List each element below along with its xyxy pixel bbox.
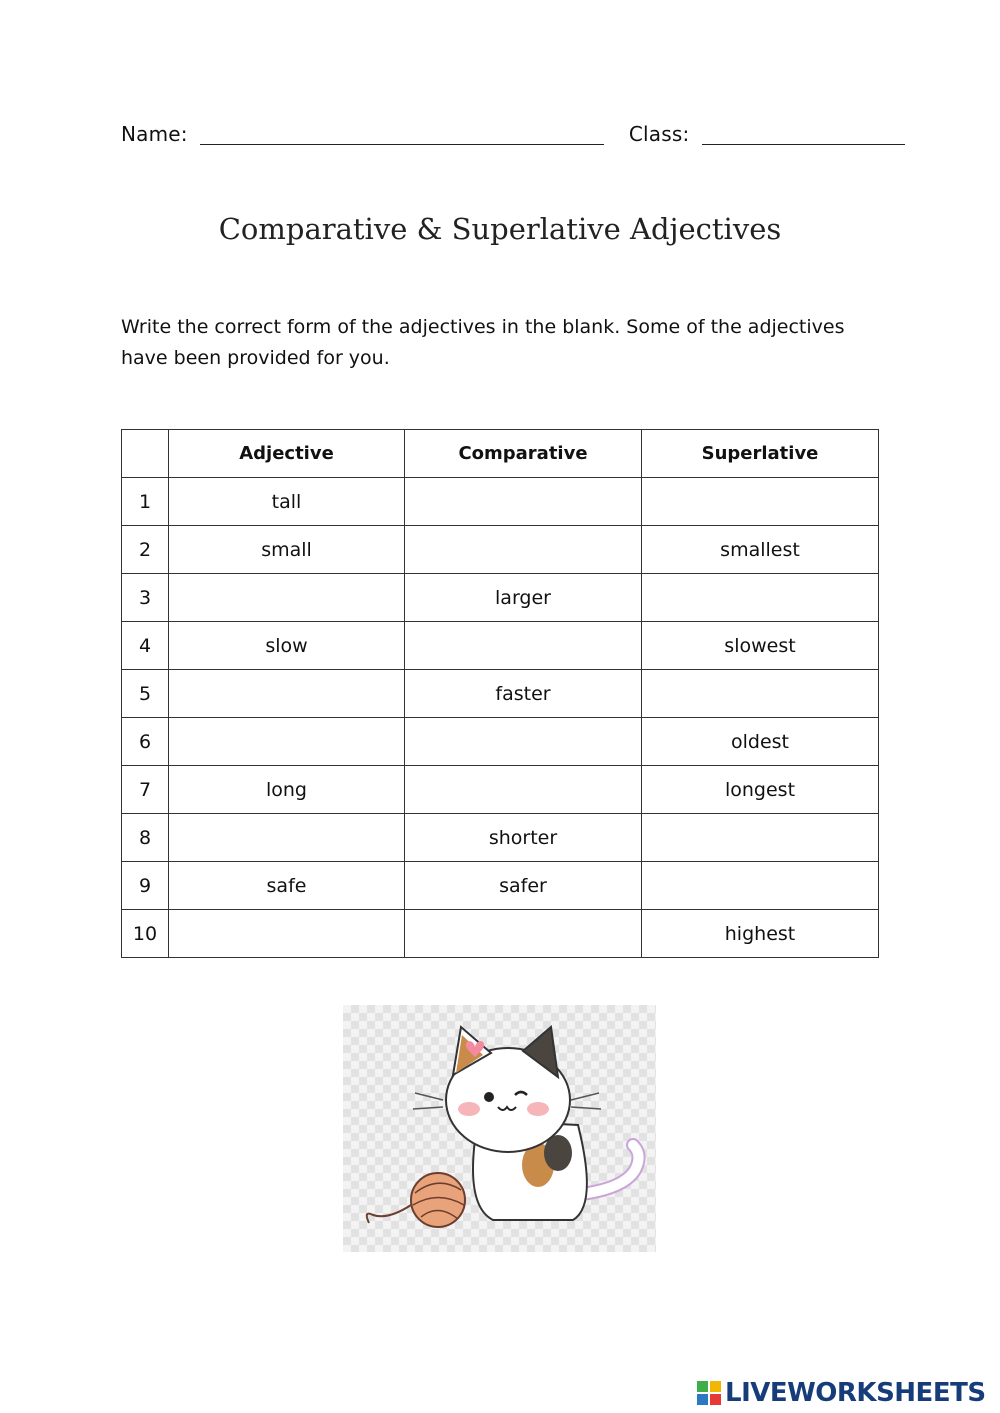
superlative-cell[interactable] [642, 814, 879, 862]
superlative-cell[interactable] [642, 670, 879, 718]
superlative-cell[interactable] [642, 478, 879, 526]
table-row [122, 526, 879, 574]
header-comparative: Comparative [405, 430, 642, 478]
row-number: 7 [122, 766, 169, 814]
table-row [122, 478, 879, 526]
header-adjective: Adjective [169, 430, 405, 478]
table-row [122, 766, 879, 814]
adjective-cell: long [169, 766, 405, 814]
comparative-cell: larger [405, 574, 642, 622]
comparative-cell: shorter [405, 814, 642, 862]
comparative-cell[interactable] [405, 910, 642, 958]
comparative-cell[interactable] [405, 478, 642, 526]
page-title: Comparative & Superlative Adjectives [218, 212, 782, 246]
header-superlative: Superlative [642, 430, 879, 478]
table-row [122, 910, 879, 958]
name-label: Name: [121, 122, 188, 146]
comparative-cell[interactable] [405, 718, 642, 766]
row-number: 6 [122, 718, 169, 766]
row-number: 8 [122, 814, 169, 862]
adjective-cell: tall [169, 478, 405, 526]
liveworksheets-logo[interactable] [697, 1375, 986, 1411]
table-header-row [122, 430, 879, 478]
adjective-cell[interactable] [169, 814, 405, 862]
superlative-cell: slowest [642, 622, 879, 670]
header-number [122, 430, 169, 478]
liveworksheets-logo-icon [697, 1381, 721, 1405]
superlative-cell[interactable] [642, 862, 879, 910]
comparative-cell: safer [405, 862, 642, 910]
comparative-cell[interactable] [405, 526, 642, 574]
row-number: 1 [122, 478, 169, 526]
adjective-cell[interactable] [169, 910, 405, 958]
table-row [122, 814, 879, 862]
superlative-cell: smallest [642, 526, 879, 574]
student-info-line [121, 122, 881, 146]
class-label: Class: [628, 122, 690, 146]
row-number: 2 [122, 526, 169, 574]
superlative-cell: highest [642, 910, 879, 958]
cat-with-yarn-ball-icon [343, 1005, 656, 1252]
table-row [122, 574, 879, 622]
table-row [122, 718, 879, 766]
row-number: 10 [122, 910, 169, 958]
superlative-cell: oldest [642, 718, 879, 766]
adjective-cell: slow [169, 622, 405, 670]
adjective-cell[interactable] [169, 670, 405, 718]
adjective-cell[interactable] [169, 718, 405, 766]
row-number: 3 [122, 574, 169, 622]
adjective-cell: small [169, 526, 405, 574]
superlative-cell[interactable] [642, 574, 879, 622]
class-blank[interactable] [702, 126, 905, 145]
adjective-cell[interactable] [169, 574, 405, 622]
brand-name: LIVEWORKSHEETS [725, 1378, 986, 1408]
adjective-table [121, 429, 879, 958]
row-number: 4 [122, 622, 169, 670]
comparative-cell[interactable] [405, 766, 642, 814]
table-row [122, 670, 879, 718]
table-row [122, 622, 879, 670]
cat-illustration [343, 1005, 656, 1252]
superlative-cell: longest [642, 766, 879, 814]
row-number: 5 [122, 670, 169, 718]
comparative-cell[interactable] [405, 622, 642, 670]
name-blank[interactable] [200, 126, 604, 145]
instructions: Write the correct form of the adjectives in the blank. Some of the adjectives have been provided for you. [121, 316, 845, 369]
comparative-cell: faster [405, 670, 642, 718]
adjective-cell: safe [169, 862, 405, 910]
table-row [122, 862, 879, 910]
row-number: 9 [122, 862, 169, 910]
